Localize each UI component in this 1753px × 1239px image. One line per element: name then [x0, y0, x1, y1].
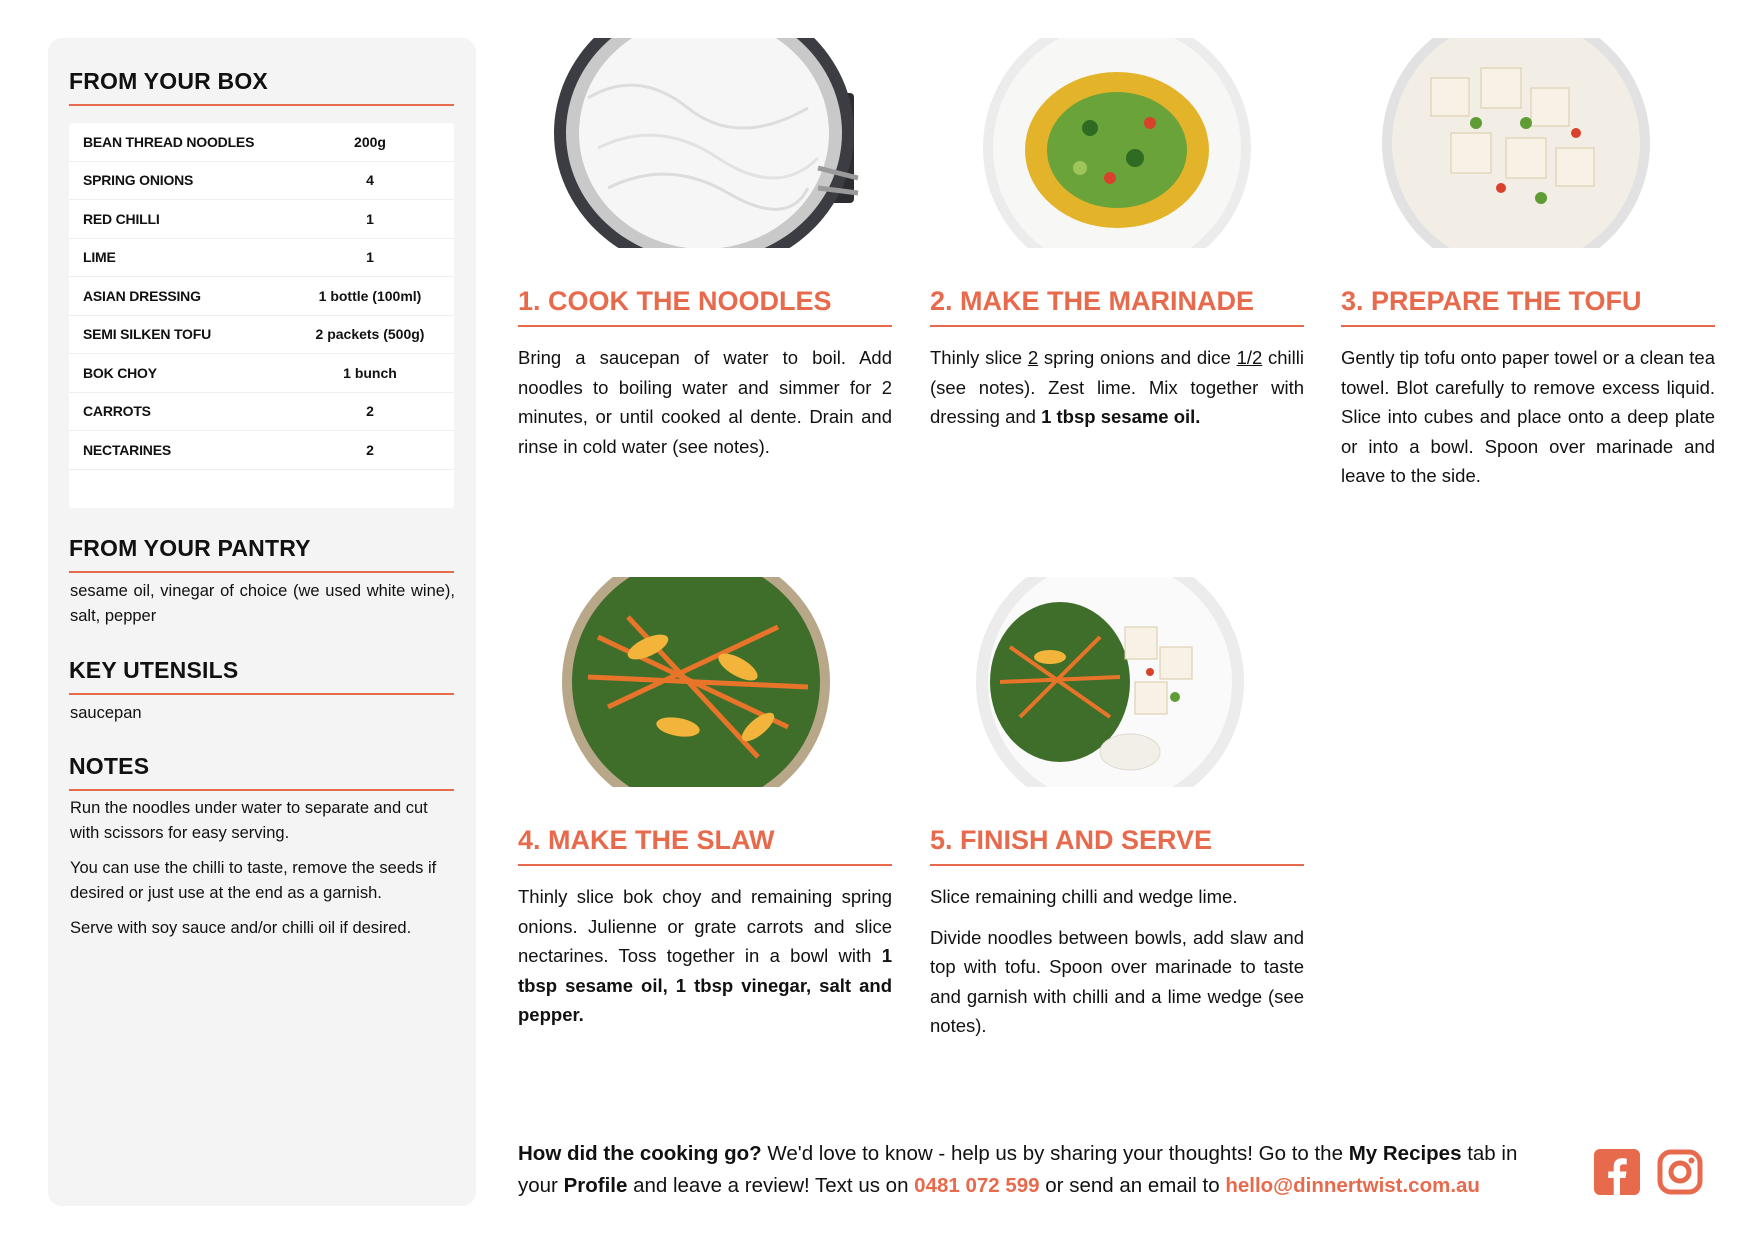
- step-title: 3. PREPARE THE TOFU: [1341, 286, 1715, 327]
- ingredient-name: SPRING ONIONS: [83, 172, 194, 189]
- ingredient-table: [69, 123, 454, 508]
- ingredient-qty: 2: [366, 441, 374, 458]
- ingredient-qty: 2 packets (500g): [315, 326, 425, 343]
- feedback-question: How did the cooking go?: [518, 1142, 762, 1165]
- step-2: [930, 38, 1304, 443]
- step-text: Slice remaining chilli and wedge lime. Divide noodles between bowls, add slaw and top with tofu. Spoon over marinade to taste and garnish with chilli and a lime wedge (see notes).: [930, 886, 1304, 1036]
- noodles-in-strainer-image: [518, 38, 892, 248]
- table-row: [69, 431, 454, 470]
- email-link[interactable]: hello@dinnertwist.com.au: [1225, 1174, 1480, 1197]
- served-plate-image: [930, 577, 1304, 787]
- ingredient-qty: 1 bottle (100ml): [318, 287, 422, 304]
- table-row: [69, 162, 454, 201]
- step-text: Gently tip tofu onto paper towel or a clean tea towel. Blot carefully to remove excess liquid. Slice into cubes and place onto a deep plate or into a bowl. Spoon over marinade and leave to the side.: [1341, 347, 1715, 486]
- ingredient-qty: 2: [366, 403, 374, 420]
- table-row: [69, 316, 454, 355]
- ingredient-name: BEAN THREAD NOODLES: [83, 133, 255, 150]
- ingredient-name: NECTARINES: [83, 441, 171, 458]
- note-item: Serve with soy sauce and/or chilli oil if desired.: [70, 919, 412, 937]
- step-4: [518, 577, 892, 1041]
- step-title: 5. FINISH AND SERVE: [930, 825, 1304, 866]
- tofu-bowl-image: [1341, 38, 1715, 248]
- key-utensils-heading: KEY UTENSILS: [69, 657, 454, 695]
- step-title: 2. MAKE THE MARINADE: [930, 286, 1304, 327]
- step-title: 1. COOK THE NOODLES: [518, 286, 892, 327]
- from-your-box-heading: FROM YOUR BOX: [69, 68, 454, 106]
- ingredient-name: ASIAN DRESSING: [83, 287, 201, 304]
- step-3: [1341, 38, 1715, 502]
- notes-heading: NOTES: [69, 753, 454, 791]
- profile-link-text: Profile: [563, 1174, 628, 1197]
- step-1: [518, 38, 892, 472]
- table-row: [69, 393, 454, 432]
- phone-link[interactable]: 0481 072 599: [914, 1174, 1040, 1197]
- ingredient-name: BOK CHOY: [83, 364, 157, 381]
- ingredient-name: CARROTS: [83, 403, 151, 420]
- table-row: [69, 200, 454, 239]
- ingredients-sidebar: [48, 38, 476, 1206]
- instagram-icon[interactable]: [1657, 1149, 1703, 1195]
- pantry-text: sesame oil, vinegar of choice (we used white wine), salt, pepper: [70, 582, 455, 625]
- step-5: [930, 577, 1304, 1052]
- utensils-text: saucepan: [70, 704, 142, 722]
- table-row: [69, 239, 454, 278]
- ingredient-qty: 1 bunch: [343, 364, 397, 381]
- marinade-bowl-image: [930, 38, 1304, 248]
- step-text: Bring a saucepan of water to boil. Add noodles to boiling water and simmer for 2 minutes, or until cooked al dente. Drain and rinse in cold water (see notes).: [518, 347, 892, 457]
- table-row: [69, 277, 454, 316]
- ingredient-qty: 200g: [354, 133, 386, 150]
- notes-list: [70, 796, 455, 951]
- slaw-bowl-image: [518, 577, 892, 787]
- ingredient-qty: 1: [366, 210, 374, 227]
- my-recipes-link-text: My Recipes: [1348, 1142, 1462, 1165]
- ingredient-name: SEMI SILKEN TOFU: [83, 326, 211, 343]
- step-title: 4. MAKE THE SLAW: [518, 825, 892, 866]
- table-row: [69, 123, 454, 162]
- ingredient-name: LIME: [83, 249, 116, 266]
- ingredient-name: RED CHILLI: [83, 210, 160, 227]
- step-text: Thinly slice bok choy and remaining spring onions. Julienne or grate carrots and slice nectarines. Toss together in a bowl with 1 tbsp sesame oil, 1 tbsp vinegar, salt and pepper.: [518, 886, 892, 1025]
- table-row: [69, 354, 454, 393]
- note-item: You can use the chilli to taste, remove the seeds if desired or just use at the end as a garnish.: [70, 859, 437, 902]
- step-text: Thinly slice 2 spring onions and dice 1/2 chilli (see notes). Zest lime. Mix together with dressing and 1 tbsp sesame oil.: [930, 347, 1305, 427]
- ingredient-qty: 1: [366, 249, 374, 266]
- ingredient-qty: 4: [366, 172, 374, 189]
- facebook-icon[interactable]: [1594, 1149, 1640, 1195]
- from-your-pantry-heading: FROM YOUR PANTRY: [69, 535, 454, 573]
- note-item: Run the noodles under water to separate and cut with scissors for easy serving.: [70, 799, 428, 842]
- feedback-footer: How did the cooking go? We'd love to know - help us by sharing your thoughts! Go to the My Recipes tab in your Profile and leave a review! Text us on 0481 072 599 or send an email to hello@dinnertwist.com.au: [518, 1142, 1518, 1197]
